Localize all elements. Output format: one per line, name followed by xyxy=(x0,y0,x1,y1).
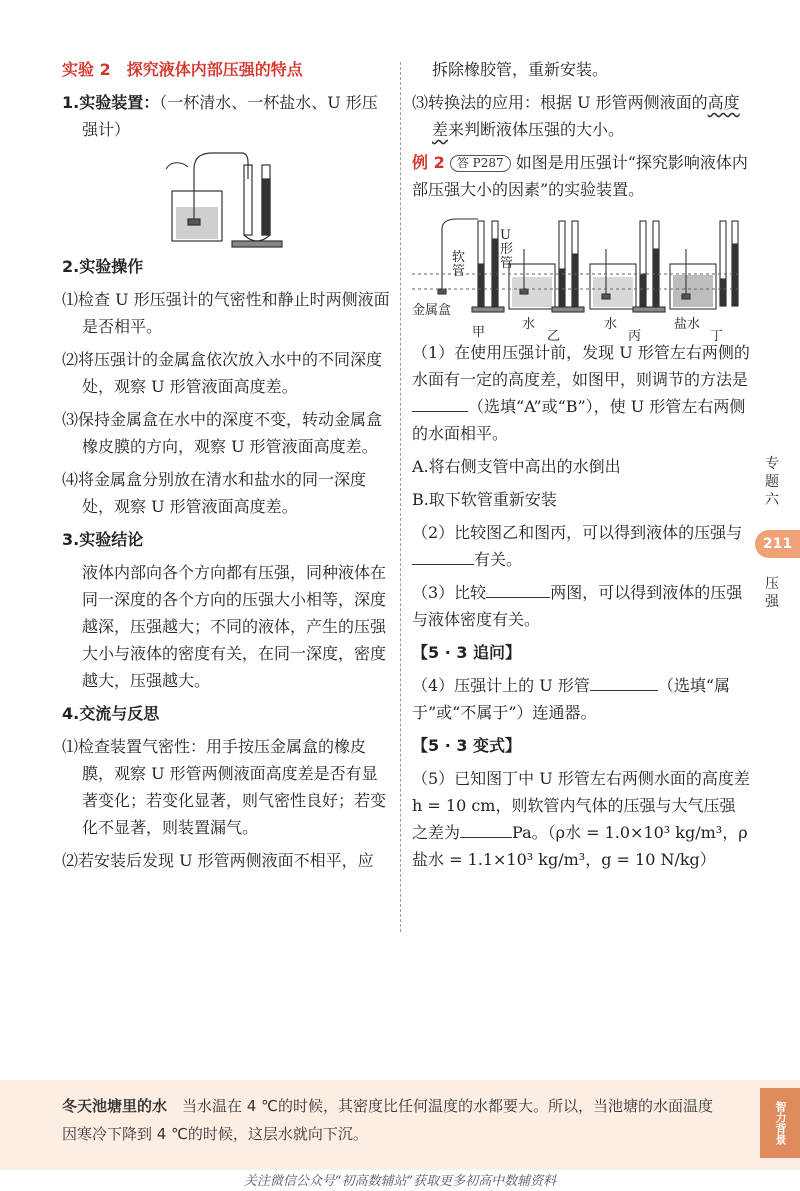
label-jia: 甲 xyxy=(472,325,486,340)
footer-tab: 智力背景 xyxy=(760,1088,800,1158)
q3-text-b: 两图，可以得到液体的压强与液体密度有关。 xyxy=(412,583,743,629)
ops-title: 2.实验操作 xyxy=(62,257,144,276)
item-3 xyxy=(412,89,750,143)
left-column xyxy=(62,56,392,880)
apparatus-figure xyxy=(152,149,302,249)
column-divider xyxy=(400,62,401,932)
op-2: ⑵将压强计的金属盒依次放入水中的不同深度处，观察 U 形管液面高度差。 xyxy=(62,350,383,396)
q3-text-a: （3）比较 xyxy=(412,583,487,602)
experiment-figure xyxy=(412,209,742,344)
variant-tag: 【5 · 3 变式】 xyxy=(412,736,522,755)
reflection-1: ⑴检查装置气密性：用手按压金属盒的橡皮膜，观察 U 形管两侧液面高度差是否有显著变化；若变化显著，则气密性良好；若变化不显著，则装置漏气。 xyxy=(62,737,387,837)
q2-text-b: 有关。 xyxy=(474,550,523,569)
label-ding: 丁 xyxy=(710,329,724,344)
q5-answer-blank[interactable] xyxy=(460,821,512,838)
section-title: 实验 2 探究液体内部压强的特点 xyxy=(62,60,303,79)
footer-body: 当水温在 4 ℃的时候，其密度比任何温度的水都要大。所以，当池塘的水面温度因寒冷下降到 4 ℃的时候，这层水就向下沉。 xyxy=(62,1097,713,1143)
q4-answer-blank[interactable] xyxy=(590,674,658,691)
question-3 xyxy=(412,579,750,633)
conclusion-title: 3.实验结论 xyxy=(62,530,144,549)
question-1 xyxy=(412,339,750,447)
op-4: ⑷将金属盒分别放在清水和盐水的同一深度处，观察 U 形管液面高度差。 xyxy=(62,470,367,516)
q1-answer-blank[interactable] xyxy=(412,395,468,412)
q2-text-a: （2）比较图乙和图丙，可以得到液体的压强与 xyxy=(412,523,743,542)
conclusion-text: 液体内部向各个方向都有压强，同种液体在同一深度的各个方向的压强大小相等，深度越深，压强越大；不同的液体，产生的压强大小与液体的密度有关，在同一深度，密度越大，压强越大。 xyxy=(82,563,387,690)
item-3-text-a: ⑶转换法的应用：根据 U 形管两侧液面的 xyxy=(412,93,708,112)
item-3-text-b: 来判断液体压强的大小。 xyxy=(448,120,625,139)
q4-text-a: （4）压强计上的 U 形管 xyxy=(412,676,590,695)
sidebar-subject: 压强 xyxy=(765,576,779,610)
apparatus-title: 1.实验装置： xyxy=(62,93,160,112)
footer-box xyxy=(0,1080,800,1170)
footer-text xyxy=(62,1092,722,1148)
label-water-1: 水 xyxy=(522,317,536,332)
item-3-emphasis: 高度差 xyxy=(432,93,740,139)
option-b: B.取下软管重新安装 xyxy=(412,490,557,509)
label-soft-tube: 软管 xyxy=(452,250,466,279)
sidebar-topic: 专题六 xyxy=(765,456,779,508)
chapter-sidebar xyxy=(755,440,800,640)
question-5 xyxy=(412,765,750,873)
question-2 xyxy=(412,519,750,573)
q5-text-b: Pa。（ρ水 = 1.0×10³ kg/m³，ρ盐水 = 1.1×10³ kg/m³，g = 10 N/kg） xyxy=(412,823,748,869)
q1-text-a: （1）在使用压强计前，发现 U 形管左右两侧的水面有一定的高度差，如图甲，则调节的方法是 xyxy=(412,343,750,389)
label-water-2: 水 xyxy=(604,317,618,332)
label-bing: 丙 xyxy=(628,329,642,344)
right-column xyxy=(412,56,750,879)
label-yi: 乙 xyxy=(547,329,561,344)
example-label: 例 2 xyxy=(412,153,445,172)
op-3: ⑶保持金属盒在水中的深度不变，转动金属盒橡皮膜的方向，观察 U 形管液面高度差。 xyxy=(62,410,383,456)
answer-page-tag: 答 P287 xyxy=(450,155,511,172)
q1-text-b: （选填“A”或“B”），使 U 形管左右两侧的水面相平。 xyxy=(412,397,746,443)
op-1: ⑴检查 U 形压强计的气密性和静止时两侧液面是否相平。 xyxy=(62,290,390,336)
label-u-tube: U形管 xyxy=(500,228,514,271)
footer-title: 冬天池塘里的水 xyxy=(62,1097,168,1115)
example-text: 如图是用压强计“探究影响液体内部压强大小的因素”的实验装置。 xyxy=(412,153,748,199)
q4-text-b: （选填“属于”或“不属于”）连通器。 xyxy=(412,676,731,722)
option-a: A.将右侧支管中高出的水倒出 xyxy=(412,457,621,476)
q3-answer-blank[interactable] xyxy=(486,581,550,598)
example-2 xyxy=(412,149,750,203)
promo-text: 关注微信公众号“初高数辅站”获取更多初高中数辅资料 xyxy=(243,1174,557,1189)
q5-text-a: （5）已知图丁中 U 形管左右两侧水面的高度差 h = 10 cm，则软管内气体的压强与大气压强之差为 xyxy=(412,769,750,842)
reflection-2: ⑵若安装后发现 U 形管两侧液面不相平，应 xyxy=(62,851,374,870)
label-salt-water: 盐水 xyxy=(674,317,701,332)
apparatus-text: （一杯清水、一杯盐水、U 形压强计） xyxy=(82,93,378,139)
apparatus xyxy=(62,89,392,143)
reflection-title: 4.交流与反思 xyxy=(62,704,160,723)
followup-tag: 【5 · 3 追问】 xyxy=(412,643,522,662)
q2-answer-blank[interactable] xyxy=(412,548,474,565)
continuation: 拆除橡胶管，重新安装。 xyxy=(432,60,609,79)
page-number: 211 xyxy=(755,530,800,558)
question-4 xyxy=(412,672,750,726)
label-metal-box: 金属盒 xyxy=(412,303,452,318)
